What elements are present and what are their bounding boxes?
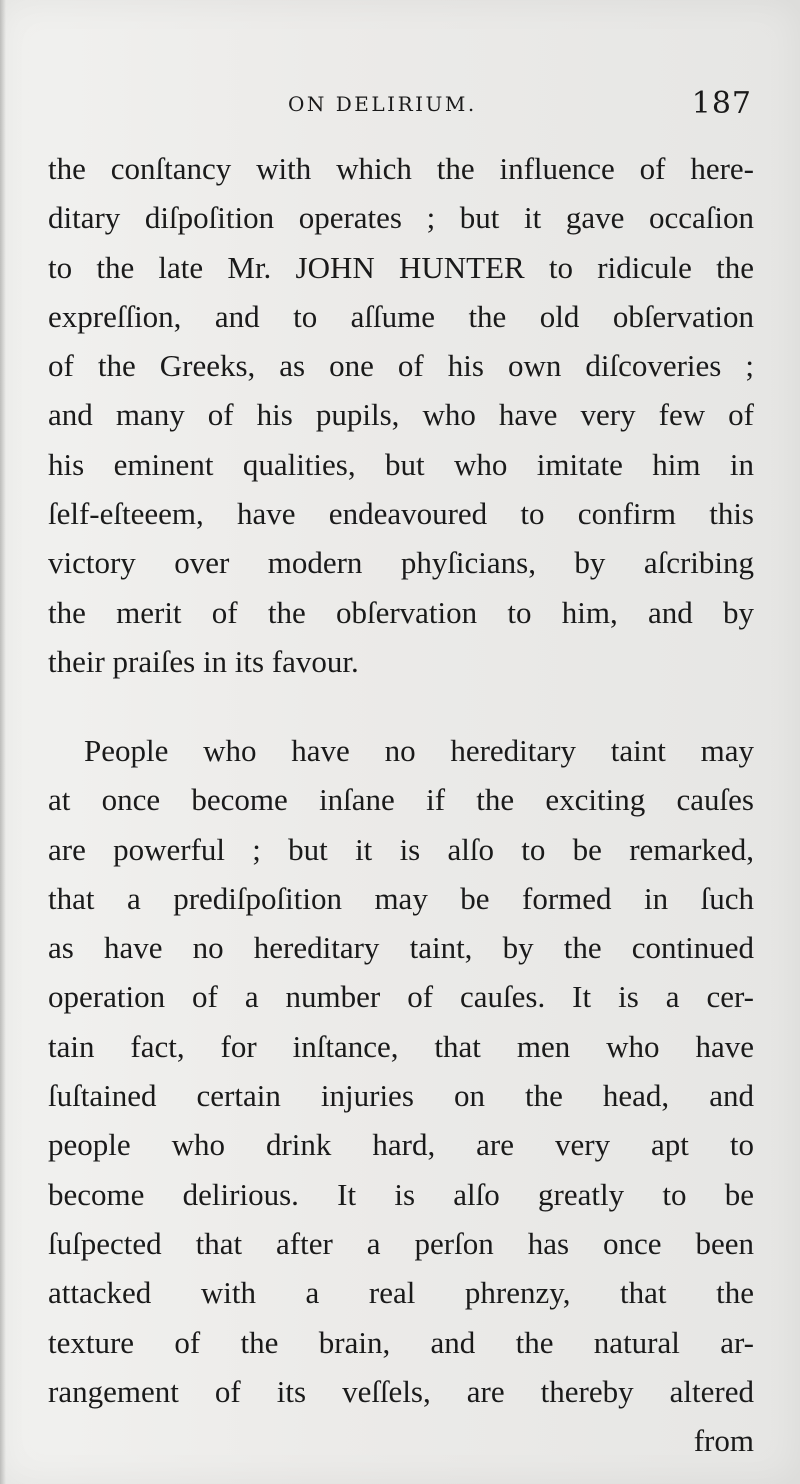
text-line: People who have no hereditary taint may — [84, 733, 754, 768]
text-line: his eminent qualities, but who imitate him in — [48, 446, 754, 482]
text-line: operation of a number of cauſes. It is a cer- — [48, 979, 754, 1015]
text-line: their praiſes in its favour. — [48, 643, 359, 679]
text-line: as have no hereditary taint, by the continued — [48, 930, 754, 966]
text-line: that a prediſpoſition may be formed in ſuch — [48, 880, 754, 916]
text-line: become delirious. It is alſo greatly to be — [48, 1176, 754, 1212]
text-line: at once become inſane if the exciting cauſes — [48, 782, 754, 818]
catchword: from — [693, 1423, 754, 1459]
text-line: to the late Mr. JOHN HUNTER to ridicule the — [48, 249, 754, 285]
text-line: are powerful ; but it is alſo to be remarked, — [48, 831, 754, 867]
text-line: victory over modern phyſicians, by aſcribing — [48, 545, 754, 581]
text-line: the merit of the obſervation to him, and by — [48, 594, 754, 630]
text-line: ditary diſpoſition operates ; but it gave occaſion — [48, 200, 754, 236]
text-line: and many of his pupils, who have very few of — [48, 397, 754, 433]
text-line: expreſſion, and to aſſume the old obſervation — [48, 298, 754, 334]
paragraph-2 — [48, 726, 754, 1465]
running-head — [0, 84, 800, 124]
text-line: attacked with a real phrenzy, that the — [48, 1275, 754, 1311]
page-number: 187 — [691, 86, 752, 121]
paragraph-1 — [48, 144, 754, 686]
text-line: tain fact, for inſtance, that men who have — [48, 1028, 754, 1064]
text-line: people who drink hard, are very apt to — [48, 1127, 754, 1163]
page-edge-shadow — [0, 0, 6, 1484]
text-line: the conſtancy with which the influence of here- — [48, 151, 754, 186]
running-title: ON DELIRIUM. — [288, 92, 477, 116]
text-line: ſelf-eſteeem, have endeavoured to confirm this — [48, 496, 754, 532]
text-line: ſuſtained certain injuries on the head, and — [48, 1078, 754, 1114]
text-line: texture of the brain, and the natural ar- — [48, 1324, 754, 1360]
text-line: of the Greeks, as one of his own diſcoveries ; — [48, 348, 754, 384]
text-line: ſuſpected that after a perſon has once been — [48, 1225, 754, 1261]
text-line: rangement of its veſſels, are thereby altered — [48, 1373, 754, 1409]
